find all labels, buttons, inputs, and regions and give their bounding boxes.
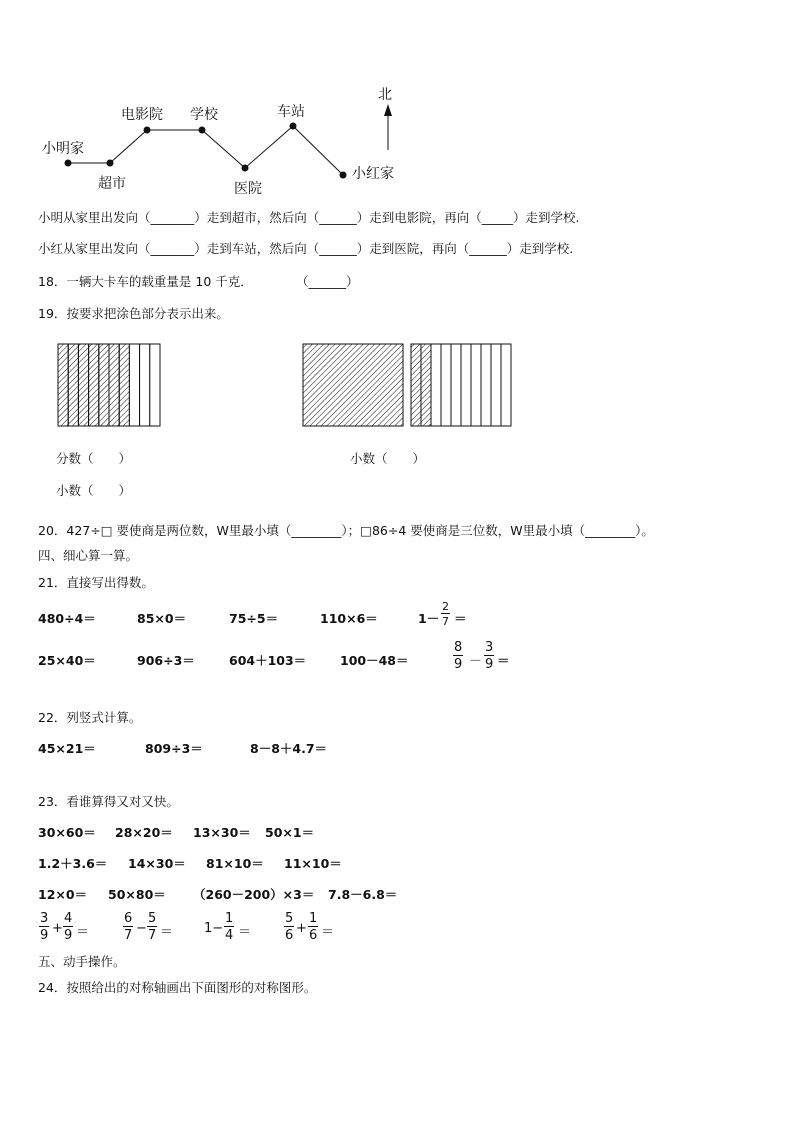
right-strip-4 (441, 344, 451, 426)
q19-title: 19．按要求把涂色部分表示出来。 (38, 306, 229, 321)
q17-line1: 小明从家里出发向（_______）走到超市，然后向（______）走到电影院，再向（_____）走到学校. (38, 210, 580, 225)
denominator: 7 (124, 928, 133, 943)
q21-r2-c1: 25×40＝ (38, 653, 96, 668)
q23-r3-c2: 50×80＝ (108, 887, 166, 902)
q19-left-fraction: 分数（ ） (56, 451, 132, 466)
q21-r2-c2: 906÷3＝ (137, 653, 195, 668)
q23-frac-a-op: + (52, 921, 63, 936)
q23-title: 23．看谁算得又对又快。 (38, 794, 179, 809)
numerator: 4 (64, 911, 73, 926)
q21-r1-c1: 480÷4＝ (38, 611, 96, 626)
right-strip-7 (471, 344, 481, 426)
q21-r2-frac-op: － (469, 654, 483, 669)
denominator: 4 (225, 928, 234, 943)
q23-r1-c3: 13×30＝ (193, 825, 251, 840)
q20-text: 20．427÷□ 要使商是两位数，W里最小填（________）；□86÷4 要使商是三位数，W里最小填（________）。 (38, 523, 654, 538)
right-strip-1 (411, 344, 421, 426)
right-strip-6 (461, 344, 471, 426)
q21-r2-frac-eq: ＝ (497, 653, 510, 668)
q23-r3-c3: （260－200）×3＝ (193, 887, 315, 902)
label-cinema: 电影院 (121, 107, 163, 123)
left-strip-5 (99, 344, 109, 426)
q21-r2-fraction-2 (484, 641, 494, 671)
q23-r3-c4: 7.8－6.8＝ (328, 887, 398, 902)
left-strip-1 (58, 344, 68, 426)
q22-title: 22．列竖式计算。 (38, 710, 142, 725)
left-strip-7 (119, 344, 129, 426)
q24-title: 24．按照给出的对称轴画出下面图形的对称图形。 (38, 980, 317, 995)
right-strip-5 (451, 344, 461, 426)
left-strip-4 (89, 344, 99, 426)
q23-frac-d-op: + (296, 921, 307, 936)
q19-left-decimal: 小数（ ） (56, 483, 132, 498)
denominator: 9 (485, 657, 494, 672)
q21-r1-c4: 110×6＝ (320, 611, 378, 626)
denominator: 6 (309, 928, 318, 943)
q23-r2-c3: 81×10＝ (206, 856, 264, 871)
q23-r2-c2: 14×30＝ (128, 856, 186, 871)
q23-r1-c4: 50×1＝ (265, 825, 315, 840)
numerator: 3 (40, 911, 49, 926)
q23-frac-a-1 (39, 912, 49, 942)
q21-r1-frac-lead: 1－ (418, 611, 440, 626)
q23-frac-a-2 (63, 912, 73, 942)
numerator: 1 (309, 911, 318, 926)
q22-item-1: 45×21＝ (38, 741, 96, 756)
right-strip-8 (481, 344, 491, 426)
label-school: 学校 (190, 107, 218, 123)
left-strip-10 (150, 344, 160, 426)
label-home-hong: 小红家 (352, 166, 394, 182)
right-strip-3 (431, 344, 441, 426)
q23-frac-b-eq: ＝ (160, 925, 174, 940)
denominator: 7 (442, 615, 449, 628)
numerator: 1 (225, 911, 234, 926)
q19-figures (0, 0, 794, 440)
q22-item-2: 809÷3＝ (145, 741, 203, 756)
numerator: 3 (485, 640, 494, 655)
q21-r1-frac-eq: ＝ (454, 611, 467, 626)
q21-r2-c3: 604＋103＝ (229, 653, 307, 668)
north-label: 北 (378, 87, 392, 103)
right-strip-10 (501, 344, 511, 426)
q23-r3-c1: 12×0＝ (38, 887, 88, 902)
left-strip-8 (129, 344, 139, 426)
q21-r1-c2: 85×0＝ (137, 611, 187, 626)
right-full-square (303, 344, 403, 426)
numerator: 6 (124, 911, 133, 926)
q17-line2: 小红从家里出发向（_______）走到车站，然后向（______）走到医院，再向（______）走到学校. (38, 241, 574, 256)
q22-item-3: 8－8＋4.7＝ (250, 741, 328, 756)
q23-frac-b-2 (147, 912, 157, 942)
q18-text: 18．一辆大卡车的载重量是 10 千克． (38, 274, 253, 289)
numerator: 5 (285, 911, 294, 926)
left-strip-9 (140, 344, 150, 426)
q21-r2-fraction-1 (453, 641, 463, 671)
label-supermarket: 超市 (98, 176, 126, 192)
q23-frac-b-1 (123, 912, 133, 942)
denominator: 6 (285, 928, 294, 943)
numerator: 5 (148, 911, 157, 926)
label-home-ming: 小明家 (42, 141, 84, 157)
denominator: 9 (64, 928, 73, 943)
left-strip-6 (109, 344, 119, 426)
q23-r1-c2: 28×20＝ (115, 825, 173, 840)
q23-frac-b-op: − (136, 921, 147, 936)
q23-frac-c-eq: ＝ (238, 925, 252, 940)
denominator: 9 (454, 657, 463, 672)
q21-r1-c3: 75÷5＝ (229, 611, 279, 626)
q23-frac-c-lead: 1− (204, 921, 224, 936)
right-strips (411, 344, 511, 426)
numerator: 8 (454, 640, 463, 655)
q23-r2-c1: 1.2＋3.6＝ (38, 856, 108, 871)
q18-blank: （______） (296, 274, 359, 289)
q21-r2-c4: 100－48＝ (340, 653, 409, 668)
denominator: 9 (40, 928, 49, 943)
q19-right-decimal: 小数（ ） (350, 451, 426, 466)
left-strip-3 (78, 344, 88, 426)
label-station: 车站 (277, 104, 305, 120)
q21-r1-fraction (441, 601, 450, 627)
section4-title: 四、细心算一算。 (38, 548, 139, 563)
q23-frac-d-2 (308, 912, 318, 942)
right-strip-9 (491, 344, 501, 426)
q23-frac-d-1 (284, 912, 294, 942)
section5-title: 五、动手操作。 (38, 954, 126, 969)
q23-frac-d-eq: ＝ (321, 925, 335, 940)
left-strips (58, 344, 160, 426)
right-strip-2 (421, 344, 431, 426)
numerator: 2 (442, 600, 449, 613)
denominator: 7 (148, 928, 157, 943)
left-strip-2 (68, 344, 78, 426)
q23-frac-a-eq: ＝ (76, 925, 90, 940)
q21-title: 21．直接写出得数。 (38, 575, 154, 590)
q23-r1-c1: 30×60＝ (38, 825, 96, 840)
label-hospital: 医院 (234, 181, 262, 197)
q23-frac-c-1 (224, 912, 234, 942)
q23-r2-c4: 11×10＝ (284, 856, 342, 871)
